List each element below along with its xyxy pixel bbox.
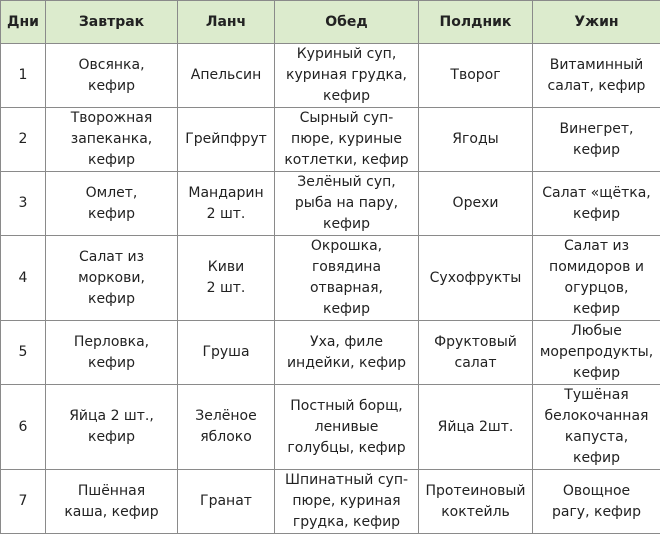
header-dinner-main: Обед [275,1,419,44]
table-row [1,172,660,236]
cell-supper: Салат «щётка, кефир [533,172,660,236]
table-row [1,321,660,385]
cell-lunch-snack: Апельсин [178,44,275,108]
cell-dinner-main: Постный борщ, ленивые голубцы, кефир [275,385,419,470]
cell-breakfast: Салат из моркови, кефир [46,236,178,321]
header-lunch-snack: Ланч [178,1,275,44]
cell-dinner-main: Окрошка, говядина отварная, кефир [275,236,419,321]
cell-day: 3 [1,172,46,236]
cell-supper: Тушёная белокочанная капуста, кефир [533,385,660,470]
table-header [1,1,660,44]
table-row [1,385,660,470]
cell-breakfast: Перловка, кефир [46,321,178,385]
cell-afternoon-snack: Протеиновый коктейль [419,470,533,534]
header-row [1,1,660,44]
cell-day: 5 [1,321,46,385]
header-afternoon-snack: Полдник [419,1,533,44]
table-row [1,44,660,108]
cell-afternoon-snack: Яйца 2шт. [419,385,533,470]
cell-day: 1 [1,44,46,108]
cell-day: 4 [1,236,46,321]
cell-afternoon-snack: Творог [419,44,533,108]
cell-supper: Любые морепродукты, кефир [533,321,660,385]
cell-dinner-main: Шпинатный суп- пюре, куриная грудка, кефир [275,470,419,534]
cell-breakfast: Яйца 2 шт., кефир [46,385,178,470]
cell-breakfast: Пшённая каша, кефир [46,470,178,534]
table-row [1,236,660,321]
cell-lunch-snack: Зелёное яблоко [178,385,275,470]
cell-dinner-main: Уха, филе индейки, кефир [275,321,419,385]
table-body [1,44,660,534]
header-supper: Ужин [533,1,660,44]
cell-day: 2 [1,108,46,172]
header-days: Дни [1,1,46,44]
cell-dinner-main: Куриный суп, куриная грудка, кефир [275,44,419,108]
cell-day: 7 [1,470,46,534]
cell-dinner-main: Сырный суп- пюре, куриные котлетки, кефир [275,108,419,172]
cell-supper: Винегрет, кефир [533,108,660,172]
cell-supper: Витаминный салат, кефир [533,44,660,108]
cell-afternoon-snack: Фруктовый салат [419,321,533,385]
cell-lunch-snack: Грейпфрут [178,108,275,172]
table-row [1,108,660,172]
table-row [1,470,660,534]
cell-lunch-snack: Мандарин 2 шт. [178,172,275,236]
cell-lunch-snack: Гранат [178,470,275,534]
cell-breakfast: Творожная запеканка, кефир [46,108,178,172]
cell-supper: Салат из помидоров и огурцов, кефир [533,236,660,321]
cell-lunch-snack: Киви 2 шт. [178,236,275,321]
cell-afternoon-snack: Сухофрукты [419,236,533,321]
cell-afternoon-snack: Орехи [419,172,533,236]
cell-afternoon-snack: Ягоды [419,108,533,172]
cell-breakfast: Омлет, кефир [46,172,178,236]
header-breakfast: Завтрак [46,1,178,44]
cell-day: 6 [1,385,46,470]
cell-supper: Овощное рагу, кефир [533,470,660,534]
cell-breakfast: Овсянка, кефир [46,44,178,108]
cell-dinner-main: Зелёный суп, рыба на пару, кефир [275,172,419,236]
cell-lunch-snack: Груша [178,321,275,385]
